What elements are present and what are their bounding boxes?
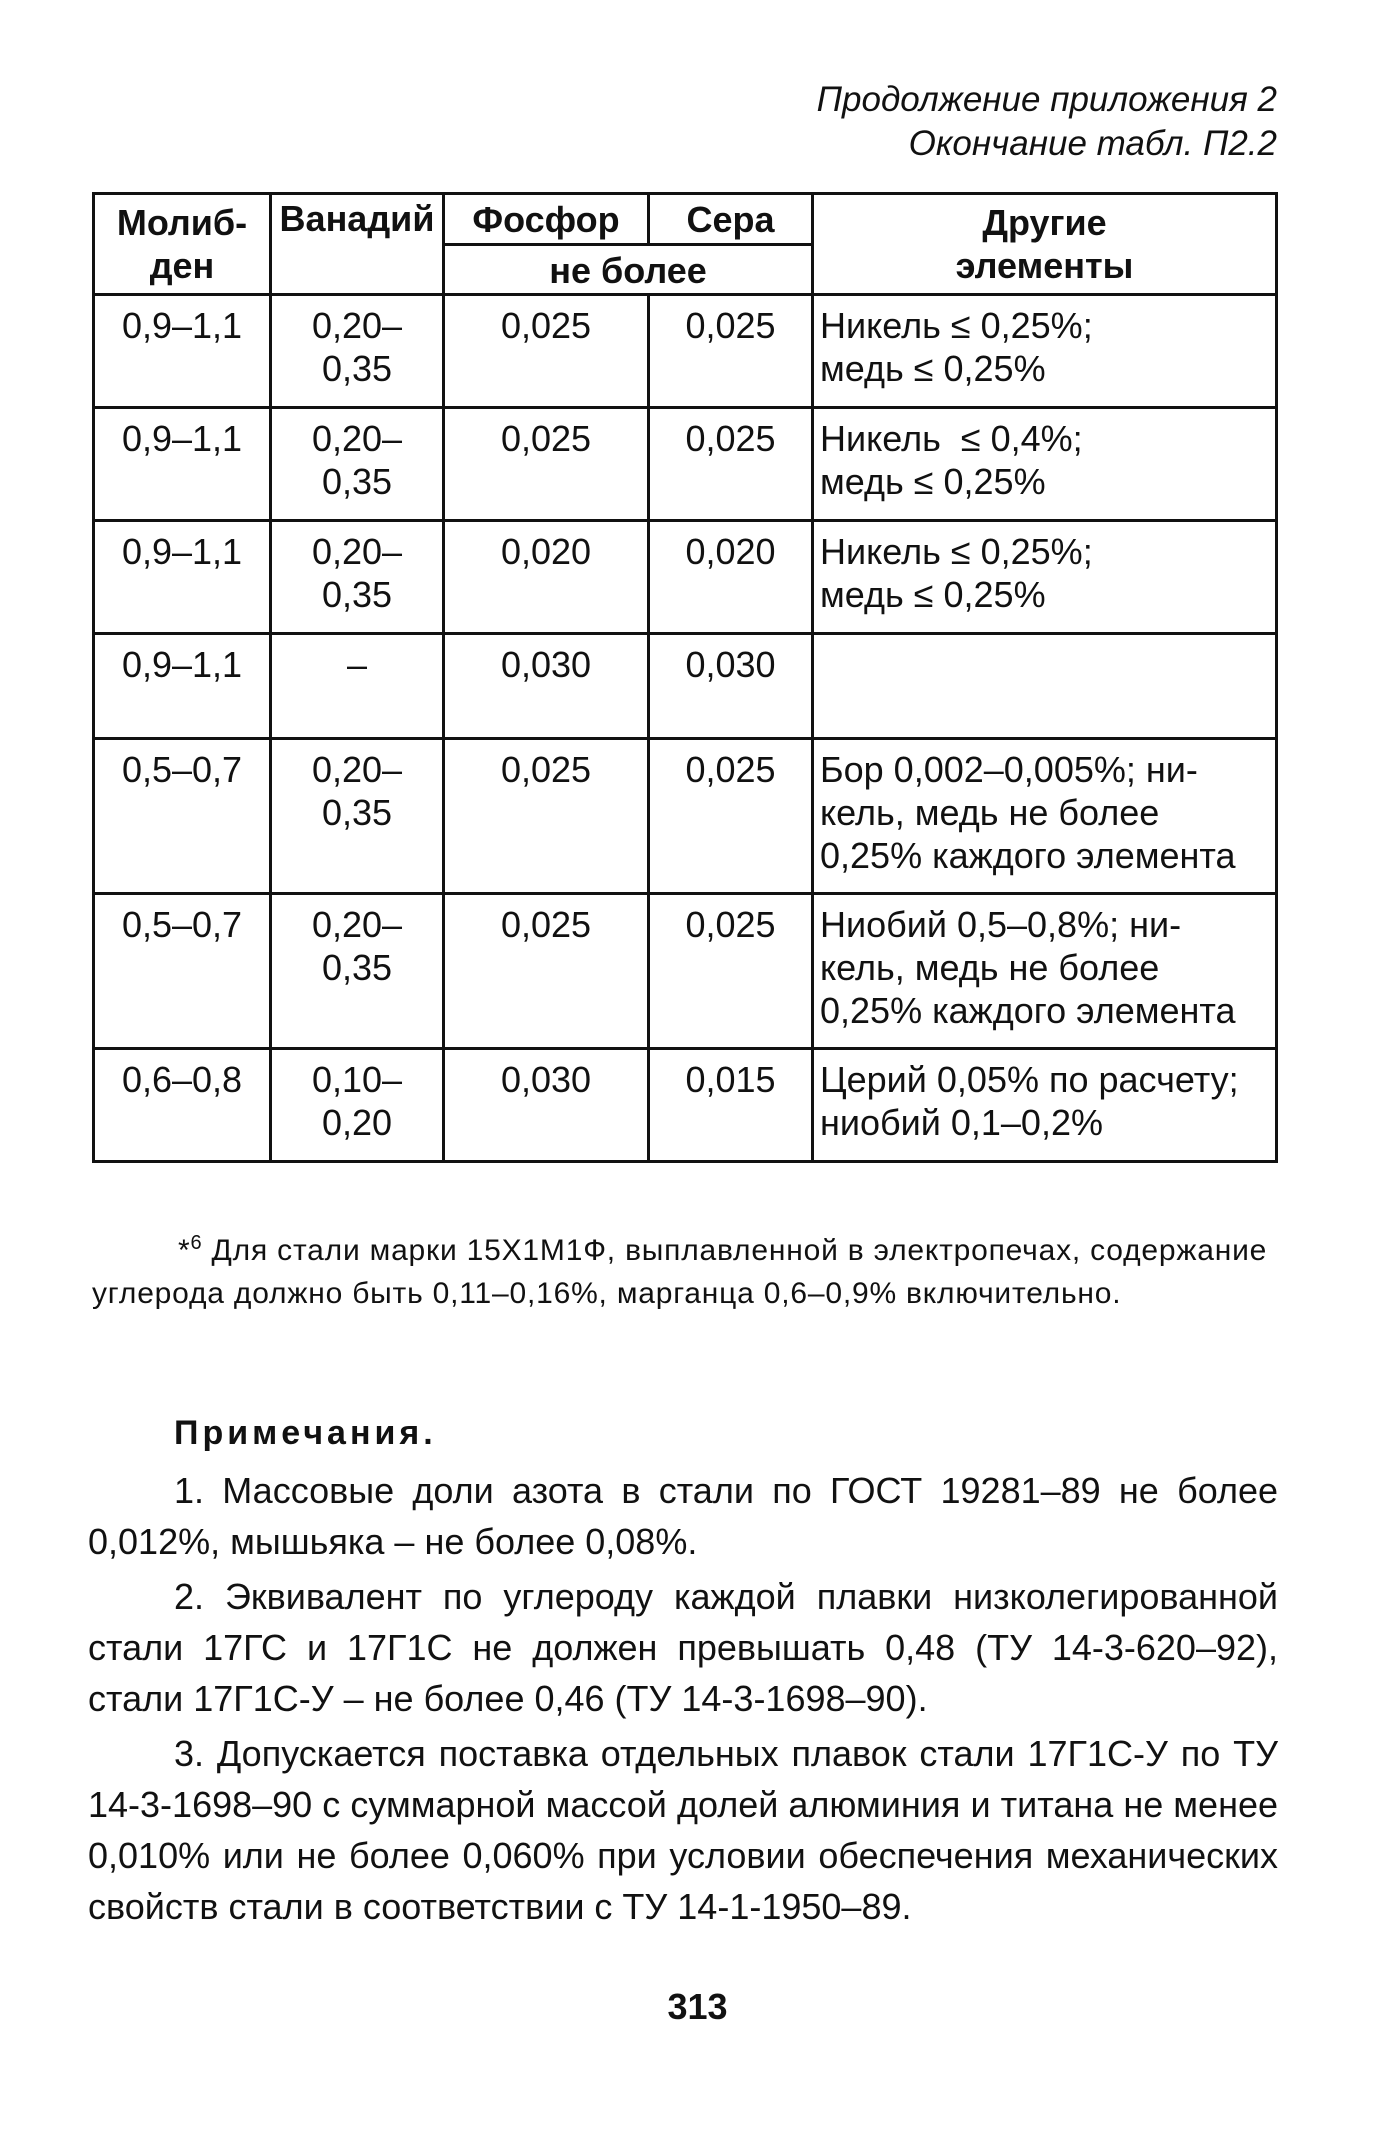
footnote-text: Для стали марки 15Х1М1Ф, выплавленной в электропечах, содержание углерода должно быть 0,11–0,16%, марганца 0,6–0,9% включительно. [92, 1234, 1268, 1310]
cell-molybdenum: 0,9–1,1 [94, 408, 271, 521]
header-vanadium: Ванадий [271, 194, 444, 295]
cell-vanadium: 0,20– 0,35 [271, 521, 444, 634]
footnote-number: 6 [190, 1232, 203, 1254]
cell-phosphorus: 0,025 [444, 739, 649, 894]
table-header-row [94, 194, 1277, 245]
cell-sulfur: 0,025 [649, 739, 813, 894]
cell-sulfur: 0,030 [649, 634, 813, 739]
cell-other-elements [813, 634, 1277, 739]
cell-other-elements: Ниобий 0,5–0,8%; ни- кель, медь не более 0,25% каждого элемента [813, 894, 1277, 1049]
footnote-mark: * [178, 1234, 191, 1267]
caption-appendix: Продолжение приложения 2 [816, 80, 1277, 119]
cell-sulfur: 0,025 [649, 408, 813, 521]
cell-sulfur: 0,020 [649, 521, 813, 634]
cell-molybdenum: 0,9–1,1 [94, 521, 271, 634]
page-number: 313 [667, 1986, 728, 2027]
header-sulfur: Сера [649, 194, 813, 245]
cell-vanadium: 0,10– 0,20 [271, 1049, 444, 1162]
cell-other-elements: Никель ≤ 0,25%; медь ≤ 0,25% [813, 295, 1277, 408]
caption-table-end: Окончание табл. П2.2 [908, 124, 1277, 163]
cell-vanadium: 0,20– 0,35 [271, 408, 444, 521]
cell-vanadium: 0,20– 0,35 [271, 295, 444, 408]
cell-molybdenum: 0,6–0,8 [94, 1049, 271, 1162]
table-row [94, 521, 1277, 634]
table-row [94, 634, 1277, 739]
header-phosphorus: Фосфор [444, 194, 649, 245]
cell-phosphorus: 0,025 [444, 295, 649, 408]
cell-sulfur: 0,015 [649, 1049, 813, 1162]
table-row [94, 1049, 1277, 1162]
table-row [94, 408, 1277, 521]
cell-phosphorus: 0,025 [444, 894, 649, 1049]
table-row [94, 739, 1277, 894]
table-row [94, 894, 1277, 1049]
footnote [92, 1222, 1275, 1315]
cell-other-elements: Церий 0,05% по расчету; ниобий 0,1–0,2% [813, 1049, 1277, 1162]
note-item: 1. Массовые доли азота в стали по ГОСТ 19281–89 не более 0,012%, мышьяка – не более 0,08%. [88, 1470, 1278, 1562]
cell-phosphorus: 0,030 [444, 1049, 649, 1162]
cell-molybdenum: 0,9–1,1 [94, 634, 271, 739]
composition-table [92, 192, 1278, 1163]
cell-sulfur: 0,025 [649, 295, 813, 408]
cell-molybdenum: 0,5–0,7 [94, 739, 271, 894]
table-caption [817, 78, 1277, 166]
cell-phosphorus: 0,025 [444, 408, 649, 521]
note-item: 3. Допускается поставка отдельных плавок стали 17Г1С-У по ТУ 14-3-1698–90 с суммарной массой долей алюминия и титана не менее 0,010% или не более 0,060% при условии обеспечения механических свойств стали в соответствии с ТУ 14-1-1950–89. [88, 1733, 1278, 1927]
cell-phosphorus: 0,020 [444, 521, 649, 634]
cell-molybdenum: 0,5–0,7 [94, 894, 271, 1049]
cell-vanadium: 0,20– 0,35 [271, 739, 444, 894]
cell-vanadium: 0,20– 0,35 [271, 894, 444, 1049]
cell-other-elements: Никель ≤ 0,4%; медь ≤ 0,25% [813, 408, 1277, 521]
header-not-more: не более [444, 244, 813, 295]
note-item: 2. Эквивалент по углероду каждой плавки низколегированной стали 17ГС и 17Г1С не должен превышать 0,48 (ТУ 14-3-620–92), стали 17Г1С-У – не более 0,46 (ТУ 14-3-1698–90). [88, 1576, 1278, 1719]
header-molybdenum: Молиб- ден [94, 194, 271, 295]
cell-phosphorus: 0,030 [444, 634, 649, 739]
cell-sulfur: 0,025 [649, 894, 813, 1049]
table-row [94, 295, 1277, 408]
cell-other-elements: Никель ≤ 0,25%; медь ≤ 0,25% [813, 521, 1277, 634]
cell-vanadium: – [271, 634, 444, 739]
notes-title: Примечания. [174, 1414, 437, 1452]
notes-section [88, 1408, 1278, 1936]
header-other-elements: Другие элементы [813, 194, 1277, 295]
cell-other-elements: Бор 0,002–0,005%; ни- кель, медь не более 0,25% каждого элемента [813, 739, 1277, 894]
cell-molybdenum: 0,9–1,1 [94, 295, 271, 408]
